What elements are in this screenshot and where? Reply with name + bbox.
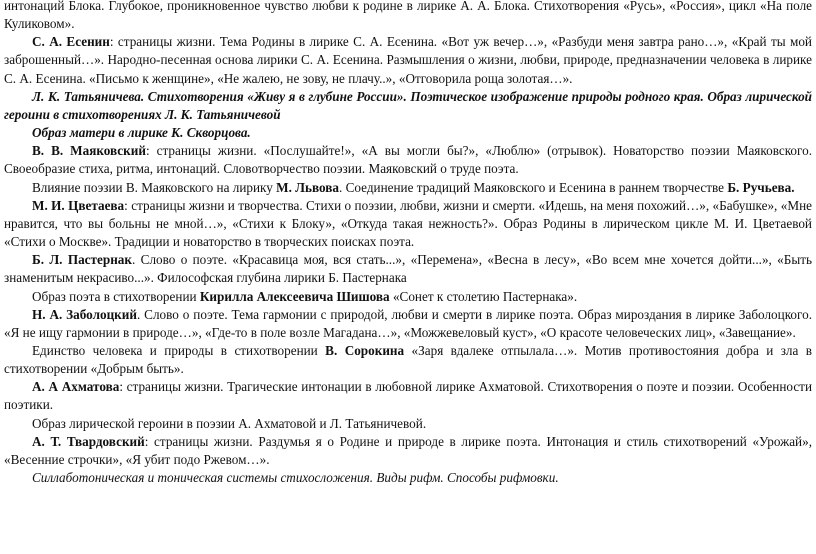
paragraph-text: интонаций Блока. Глубокое, проникновенное чувство любви к родине в лирике А. А. Блока. Стихотворения «Русь», «Россия», цикл «На поле Куликовом». bbox=[4, 0, 812, 32]
paragraph bbox=[4, 433, 812, 469]
paragraph-text: . Соединение традиций Маяковского и Есенина в раннем творчестве bbox=[339, 179, 728, 195]
paragraph bbox=[4, 288, 812, 306]
paragraph-text: : страницы жизни и творчества. Стихи о поэзии, любви, жизни и смерти. «Идешь, на меня похожий…», «Бабушке», «Мне нравится, что вы больны не мной…», «Стихи к Блоку», «Откуда такая нежность?». Образ Родины в лирическом цикле М. И. Цветаевой «Стихи о Москве». Традиции и новаторство в творческих поисках поэта. bbox=[4, 197, 812, 250]
paragraph-text: . Слово о поэте. «Красавица моя, вся стать...», «Перемена», «Весна в лесу», «Во всем мне хочется дойти...», «Быть знаменитым некрасиво...». Философская глубина лирики Б. Пастернака bbox=[4, 252, 812, 286]
paragraph-text: : страницы жизни. Трагические интонации в любовной лирике Ахматовой. Стихотворения о поэте и поэзии. Особенности поэтики. bbox=[4, 379, 813, 413]
paragraph bbox=[4, 342, 812, 378]
paragraph bbox=[4, 469, 812, 487]
paragraph bbox=[4, 33, 812, 87]
emphasized-text: А. Т. Твардовский bbox=[32, 433, 145, 449]
paragraph-text: Образ лирической героини в поэзии А. Ахматовой и Л. Татьяничевой. bbox=[32, 415, 427, 431]
paragraph bbox=[4, 251, 812, 287]
paragraph bbox=[4, 415, 812, 433]
emphasized-text: Б. Л. Пастернак bbox=[32, 252, 132, 268]
document-body bbox=[4, 0, 812, 487]
emphasized-text: М. Львова bbox=[276, 179, 339, 195]
paragraph-text: «Заря вдалеке отпылала…». Мотив противостояния добра и зла в стихотворении «Добрым быть». bbox=[4, 342, 812, 377]
paragraph bbox=[4, 0, 812, 33]
emphasized-text: Б. Ручьева. bbox=[727, 179, 795, 195]
emphasized-text: Силлаботоническая и тоническая системы стихосложения. Виды рифм. Способы рифмовки. bbox=[32, 470, 559, 486]
emphasized-text: Кирилла Алексеевича Шишова bbox=[199, 288, 390, 304]
emphasized-text: Л. К. Татьяничева. Стихотворения «Живу я в глубине России». Поэтическое изображение природы родного края. Образ лирической героини в стихотворениях Л. К. Татьяничевой bbox=[4, 88, 812, 122]
paragraph bbox=[4, 179, 812, 197]
paragraph bbox=[4, 306, 812, 342]
paragraph-text: . Слово о поэте. Тема гармонии с природой, любви и смерти в лирике поэта. Образ мироздания в лирике Заболоцкого. «Я не ищу гармонии в природе…», «Где-то в поле возле Магадана…», «Можжевеловый куст», «О красоте человеческих лиц», «Завещание». bbox=[4, 306, 813, 340]
paragraph-text: Единство человека и природы в стихотворении bbox=[32, 342, 326, 358]
paragraph bbox=[4, 88, 812, 124]
emphasized-text: Н. А. Заболоцкий bbox=[32, 306, 137, 322]
emphasized-text: В. Сорокина bbox=[325, 342, 405, 358]
paragraph-text: Образ поэта в стихотворении bbox=[32, 288, 200, 304]
emphasized-text: А. А Ахматова bbox=[32, 379, 120, 395]
paragraph bbox=[4, 197, 812, 251]
emphasized-text: В. В. Маяковский bbox=[32, 143, 146, 159]
paragraph-text: : страницы жизни. Тема Родины в лирике С. А. Есенина. «Вот уж вечер…», «Разбуди меня завтра рано…», «Край ты мой заброшенный…». Народно-песенная основа лирики С. А. Есенина. Размышления о жизни, любви, природе, предназначении человека в лирике С. А. Есенина. «Письмо к женщине», «Не жалею, не зову, не плачу..», «Отговорила роща золотая…». bbox=[4, 34, 812, 86]
paragraph-text: «Сонет к столетию Пастернака». bbox=[389, 288, 578, 304]
paragraph bbox=[4, 142, 812, 178]
paragraph bbox=[4, 124, 812, 142]
emphasized-text: С. А. Есенин bbox=[32, 34, 110, 50]
emphasized-text: Образ матери в лирике К. Скворцова. bbox=[32, 125, 251, 141]
paragraph bbox=[4, 378, 812, 414]
paragraph-text: Влияние поэзии В. Маяковского на лирику bbox=[32, 179, 277, 195]
emphasized-text: М. И. Цветаева bbox=[32, 197, 125, 213]
paragraph-text: : страницы жизни. Раздумья я о Родине и природе в лирике поэта. Интонация и стиль стихотворений «Урожай», «Весенние строчки», «Я убит подо Ржевом…». bbox=[4, 433, 812, 467]
paragraph-text: : страницы жизни. «Послушайте!», «А вы могли бы?», «Люблю» (отрывок). Новаторство поэзии Маяковского. Своеобразие стиха, ритма, интонаций. Словотворчество поэзии. Маяковский о труде поэта. bbox=[4, 143, 812, 177]
